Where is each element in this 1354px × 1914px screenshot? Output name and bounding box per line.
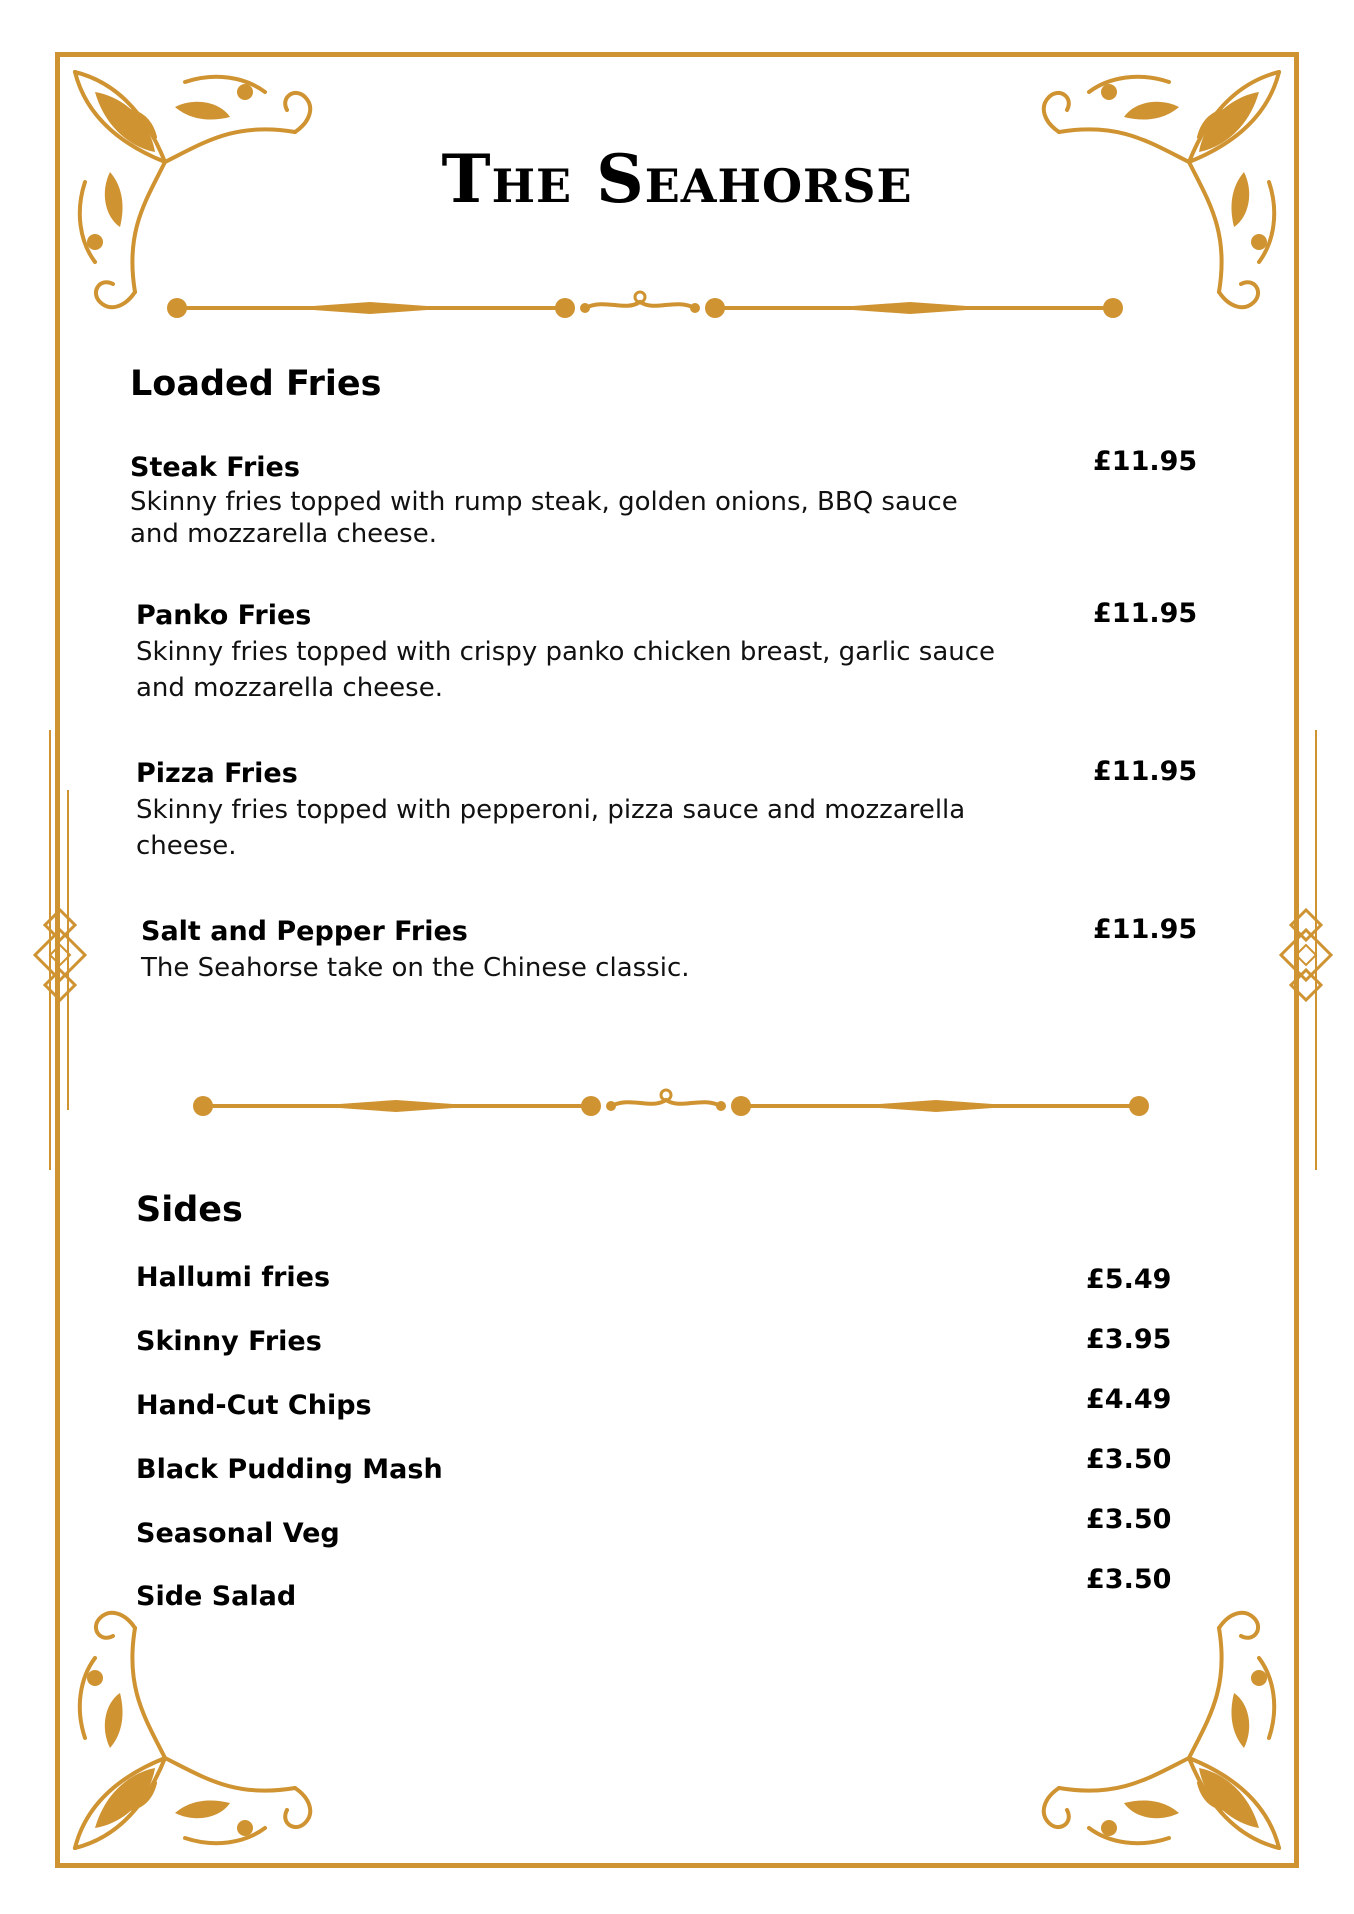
- page-title: The Seahorse: [441, 140, 913, 218]
- diamond-ornament-icon: [1276, 730, 1336, 1170]
- item-description: Skinny fries topped with rump steak, golden onions, BBQ sauce and mozzarella cheese.: [130, 487, 958, 549]
- side-item-name: Hand-Cut Chips: [136, 1390, 372, 1421]
- loaded-fries-heading: Loaded Fries: [130, 364, 382, 404]
- side-item-price: £3.50: [1086, 1504, 1172, 1535]
- item-description: Skinny fries topped with crispy panko chicken breast, garlic sauce and mozzarella cheese.: [136, 637, 996, 703]
- item-price: £11.95: [1093, 598, 1198, 629]
- ornamental-divider-icon: [191, 1086, 1151, 1126]
- flourish-corner-icon: [1029, 1608, 1299, 1868]
- side-item-price: £3.95: [1086, 1324, 1172, 1355]
- side-item-price: £3.50: [1086, 1564, 1172, 1595]
- side-item-name: Seasonal Veg: [136, 1518, 340, 1549]
- item-name: Pizza Fries: [136, 758, 298, 789]
- item-description: The Seahorse take on the Chinese classic.: [141, 953, 690, 983]
- side-item-name: Side Salad: [136, 1581, 297, 1612]
- sides-heading: Sides: [136, 1190, 243, 1230]
- item-price: £11.95: [1093, 914, 1198, 945]
- item-description: Skinny fries topped with pepperoni, pizza sauce and mozzarella cheese.: [136, 795, 966, 861]
- menu-item: [136, 598, 1186, 706]
- side-item-name: Skinny Fries: [136, 1326, 322, 1357]
- side-item-price: £3.50: [1086, 1444, 1172, 1475]
- ornamental-divider-icon: [165, 288, 1125, 328]
- item-name: Steak Fries: [130, 452, 300, 483]
- item-price: £11.95: [1093, 446, 1198, 477]
- diamond-ornament-icon: [30, 730, 90, 1170]
- side-item-name: Black Pudding Mash: [136, 1454, 443, 1485]
- menu-item: [141, 914, 1191, 986]
- flourish-corner-icon: [55, 1608, 325, 1868]
- item-name: Panko Fries: [136, 600, 312, 631]
- side-item-name: Hallumi fries: [136, 1262, 331, 1293]
- item-price: £11.95: [1093, 756, 1198, 787]
- item-name: Salt and Pepper Fries: [141, 916, 468, 947]
- side-item-price: £5.49: [1086, 1264, 1172, 1295]
- menu-item: [130, 450, 1180, 550]
- side-item-price: £4.49: [1086, 1384, 1172, 1415]
- menu-item: [136, 756, 1186, 864]
